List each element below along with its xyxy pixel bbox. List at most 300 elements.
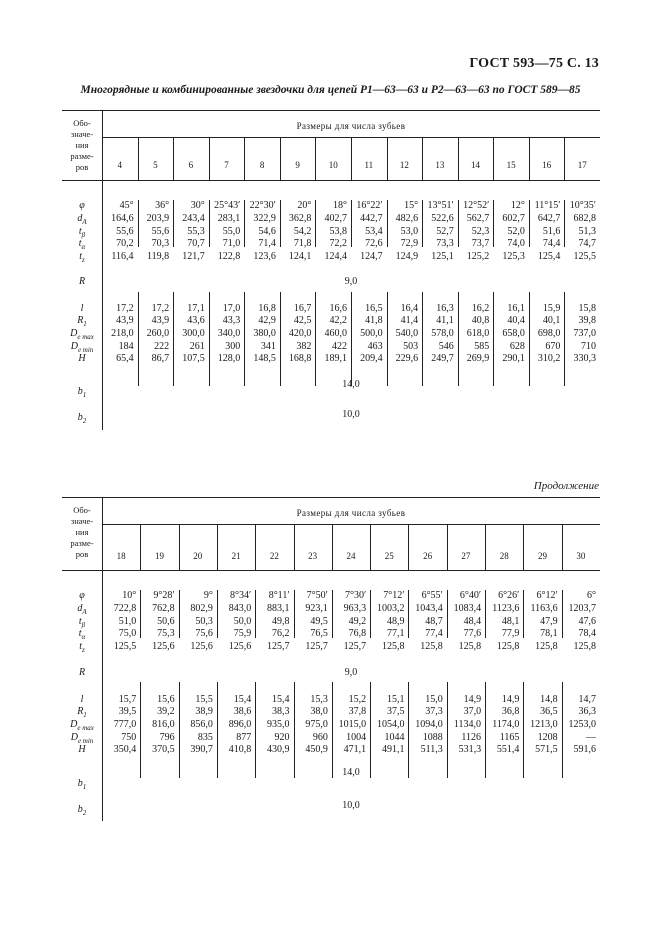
cell-Demax: 380,0 [253, 328, 276, 339]
cell-H: 591,6 [573, 744, 596, 755]
dimension-label-header-line: ния [75, 527, 89, 537]
cell-Demax: 1015,0 [338, 719, 367, 730]
dimension-label-header-line: разме- [70, 151, 94, 161]
symbol-subscript: 2 [82, 417, 87, 425]
dimension-label-header-line: разме- [70, 538, 94, 548]
cell-Demax: 500,0 [360, 328, 383, 339]
teeth-count: 28 [499, 551, 509, 561]
symbol-base: b [77, 412, 83, 423]
cell-Demax: 420,0 [288, 328, 312, 339]
cell-tz: 124,9 [395, 251, 419, 262]
cell-H: 370,5 [152, 744, 175, 755]
cell-Demax: 578,0 [431, 328, 454, 339]
cell-dA: 283,1 [217, 213, 241, 224]
cell-phi: 7°30′ [344, 590, 367, 601]
cell-Demin: 341 [260, 341, 276, 352]
cell-tb: 55,6 [116, 226, 134, 237]
cell-dA: 243,4 [182, 213, 205, 224]
symbol-subscript: 1 [82, 783, 87, 791]
rule-line [62, 570, 600, 571]
cell-ta: 70,3 [151, 238, 170, 249]
cell-Demax: 935,0 [267, 719, 290, 730]
symbol-l: l [80, 694, 84, 705]
cell-Demax: 1134,0 [453, 719, 482, 730]
dimension-label-header-line: Обо- [73, 118, 91, 128]
teeth-count: 29 [538, 551, 548, 561]
cell-H: 189,1 [324, 353, 347, 364]
rule-line [351, 137, 352, 180]
cell-dA: 1123,6 [492, 603, 520, 614]
cell-tb: 48,4 [463, 616, 482, 627]
cell-phi: 7°50′ [306, 590, 328, 601]
cell-tb: 55,6 [151, 226, 170, 237]
cell-tz: 125,2 [466, 251, 490, 262]
cell-R1: 39,2 [157, 706, 175, 717]
cell-Demin: 670 [545, 341, 561, 352]
table-title: Многорядные и комбинированные звездочки для цепей Р1—63—63 и Р2—63—63 по ГОСТ 589—85 [80, 84, 581, 96]
cell-Demax: 1054,0 [376, 719, 405, 730]
cell-R1: 42,2 [329, 315, 347, 326]
cell-R1: 43,9 [151, 315, 170, 326]
cell-H: 390,7 [190, 744, 213, 755]
cell-phi: 18° [332, 200, 347, 211]
teeth-count: 19 [154, 551, 164, 561]
symbol-subscript: α [81, 243, 86, 251]
rule-line [217, 524, 218, 570]
cell-tb: 52,7 [436, 226, 454, 237]
teeth-count: 26 [423, 551, 433, 561]
cell-ta: 77,4 [425, 628, 443, 639]
teeth-count: 27 [461, 551, 471, 561]
symbol-base: t [79, 251, 83, 262]
rule-line [138, 137, 139, 180]
cell-phi: 6°26′ [498, 590, 520, 601]
symbol-l: l [80, 303, 84, 314]
cell-R1: 41,4 [400, 315, 419, 326]
value-b2: 10,0 [342, 409, 360, 420]
cell-Demin: 184 [118, 341, 134, 352]
cell-phi: 30° [190, 200, 205, 211]
teeth-count: 8 [259, 160, 265, 170]
dimension-label-header-line: Обо- [73, 505, 91, 515]
cell-ta: 76,2 [272, 628, 290, 639]
cell-tz: 125,8 [458, 641, 482, 652]
cell-tz: 125,6 [152, 641, 175, 652]
cell-H: 229,6 [395, 353, 419, 364]
rule-line [62, 497, 600, 498]
cell-tz: 125,7 [267, 641, 290, 652]
cell-phi: 11°15′ [534, 200, 561, 211]
cell-phi: 10° [122, 590, 137, 601]
cell-Demax: 460,0 [324, 328, 347, 339]
cell-l: 15,4 [233, 694, 252, 705]
symbol-b1 [62, 386, 102, 401]
rule-line [140, 524, 141, 570]
cell-H: 410,8 [228, 744, 252, 755]
cell-tz: 125,4 [537, 251, 561, 262]
teeth-count: 4 [117, 160, 123, 170]
value-R: 9,0 [344, 667, 358, 678]
value-b1: 14,0 [342, 767, 360, 778]
cell-tb: 53,4 [365, 226, 383, 237]
sprocket-table-1 [62, 110, 600, 430]
cell-ta: 71,0 [222, 238, 241, 249]
symbol-subscript: β [81, 621, 86, 629]
cell-R1: 41,1 [436, 315, 454, 326]
cell-phi: 12°52′ [463, 200, 490, 211]
teeth-count: 7 [224, 160, 229, 170]
cell-Demin: 300 [225, 341, 241, 352]
symbol-base: t [78, 238, 82, 249]
cell-dA: 164,6 [111, 213, 134, 224]
teeth-count: 18 [116, 551, 126, 561]
symbol-base: b [77, 804, 83, 815]
cell-R1: 41,8 [365, 315, 383, 326]
cell-R1: 43,9 [116, 315, 134, 326]
cell-H: 168,8 [288, 353, 312, 364]
cell-dA: 1203,7 [568, 603, 596, 614]
dimension-label-header-line: значе- [70, 516, 94, 526]
rule-line [422, 137, 423, 180]
cell-tb: 49,8 [272, 616, 290, 627]
cell-R1: 37,0 [463, 706, 482, 717]
cell-Demax: 1094,0 [415, 719, 443, 730]
cell-Demin: 960 [312, 732, 328, 743]
symbol-phi: φ [79, 200, 85, 211]
cell-ta: 76,5 [310, 628, 328, 639]
cell-R1: 42,9 [258, 315, 276, 326]
cell-ta: 74,0 [507, 238, 525, 249]
cell-Demin: 1088 [422, 732, 443, 743]
cell-phi: 9°28′ [153, 590, 175, 601]
cell-Demax: 1213,0 [530, 719, 558, 730]
symbol-base: b [77, 778, 83, 789]
symbol-base: t [79, 641, 83, 652]
cell-l: 14,9 [501, 694, 520, 705]
cell-Demax: 618,0 [466, 328, 490, 339]
cell-dA: 203,9 [146, 213, 170, 224]
cell-Demax: 540,0 [395, 328, 419, 339]
cell-H: 571,5 [535, 744, 558, 755]
value-R: 9,0 [344, 276, 358, 287]
cell-dA: 442,7 [360, 213, 383, 224]
cell-l: 14,8 [540, 694, 558, 705]
dimension-label-header-line: ров [75, 549, 89, 559]
cell-ta: 71,4 [258, 238, 276, 249]
teeth-count-header: Размеры для числа зубьев [296, 121, 406, 131]
dimension-label-header-line: ния [75, 140, 89, 150]
symbol-base: b [77, 386, 83, 397]
cell-Demin: 877 [236, 732, 252, 743]
rule-line [244, 137, 245, 180]
cell-R1: 36,3 [578, 706, 596, 717]
teeth-count: 11 [364, 160, 374, 170]
cell-H: 531,3 [458, 744, 482, 755]
cell-l: 15,3 [310, 694, 328, 705]
cell-ta: 77,6 [463, 628, 482, 639]
symbol-subscript: e max [77, 724, 94, 732]
cell-l: 15,5 [195, 694, 213, 705]
cell-R1: 37,8 [348, 706, 367, 717]
symbol-base: t [78, 628, 82, 639]
cell-tb: 47,6 [578, 616, 596, 627]
cell-ta: 78,4 [578, 628, 596, 639]
symbol-base: R [77, 315, 84, 326]
cell-phi: 36° [155, 200, 170, 211]
cell-phi: 45° [119, 200, 134, 211]
teeth-count: 22 [269, 551, 279, 561]
cell-tz: 125,5 [113, 641, 137, 652]
cell-Demax: 218,0 [111, 328, 134, 339]
cell-phi: 6°55′ [421, 590, 443, 601]
symbol-b2 [62, 412, 102, 427]
symbol-subscript: α [81, 633, 86, 641]
cell-tz: 125,1 [431, 251, 454, 262]
symbol-subscript: 1 [83, 320, 87, 328]
cell-tz: 125,8 [573, 641, 596, 652]
cell-l: 15,7 [118, 694, 137, 705]
cell-l: 15,6 [157, 694, 175, 705]
cell-l: 16,1 [507, 303, 525, 314]
cell-R1: 40,4 [507, 315, 525, 326]
cell-dA: 362,8 [288, 213, 312, 224]
cell-R1: 38,0 [310, 706, 328, 717]
cell-l: 14,7 [578, 694, 596, 705]
cell-dA: 802,9 [190, 603, 213, 614]
dimension-label-header-line: ров [75, 162, 89, 172]
cell-Demin: 222 [154, 341, 170, 352]
rule-line [255, 524, 256, 570]
rule-line [209, 137, 210, 180]
symbol-subscript: 2 [82, 809, 87, 817]
cell-H: 330,3 [573, 353, 596, 364]
cell-Demax: 975,0 [305, 719, 328, 730]
cell-phi: 22°30′ [249, 200, 276, 211]
sprocket-table-2 [62, 497, 600, 821]
rule-line [447, 524, 448, 570]
cell-tz: 123,6 [253, 251, 276, 262]
cell-R1: 43,3 [222, 315, 241, 326]
cell-l: 15,9 [542, 303, 561, 314]
cell-R1: 38,9 [195, 706, 213, 717]
cell-Demax: 300,0 [182, 328, 205, 339]
cell-ta: 72,9 [400, 238, 419, 249]
rule-line [102, 524, 600, 525]
symbol-tz [62, 251, 102, 266]
cell-ta: 72,2 [329, 238, 347, 249]
cell-l: 17,1 [187, 303, 205, 314]
teeth-count: 25 [384, 551, 394, 561]
cell-Demin: 503 [403, 341, 419, 352]
teeth-count: 9 [295, 160, 300, 170]
teeth-count: 5 [153, 160, 158, 170]
cell-tz: 125,8 [535, 641, 558, 652]
cell-ta: 70,7 [187, 238, 205, 249]
cell-tb: 55,0 [222, 226, 241, 237]
cell-ta: 76,8 [348, 628, 367, 639]
cell-dA: 1043,4 [415, 603, 443, 614]
cell-dA: 843,0 [228, 603, 252, 614]
symbol-base: t [78, 226, 82, 237]
cell-Demin: 261 [189, 341, 205, 352]
cell-Demin: 1044 [384, 732, 405, 743]
teeth-count: 13 [435, 160, 445, 170]
cell-phi: 15° [404, 200, 419, 211]
teeth-count: 15 [506, 160, 516, 170]
cell-dA: 963,3 [343, 603, 367, 614]
cell-phi: 16°22′ [356, 200, 383, 211]
teeth-count: 17 [577, 160, 587, 170]
cell-Demin: 920 [274, 732, 290, 743]
cell-dA: 1083,4 [453, 603, 482, 614]
cell-Demax: 698,0 [537, 328, 561, 339]
cell-ta: 73,7 [471, 238, 490, 249]
cell-l: 17,0 [222, 303, 241, 314]
cell-tb: 48,1 [501, 616, 520, 627]
teeth-count: 21 [231, 551, 241, 561]
cell-Demin: 546 [438, 341, 454, 352]
cell-R1: 43,6 [187, 315, 205, 326]
cell-ta: 77,1 [386, 628, 405, 639]
cell-tb: 50,0 [233, 616, 252, 627]
cell-R1: 36,8 [501, 706, 520, 717]
cell-tz: 122,8 [217, 251, 241, 262]
cell-l: 15,4 [272, 694, 290, 705]
cell-tz: 116,4 [111, 251, 134, 262]
cell-tz: 119,8 [146, 251, 170, 262]
rule-line [370, 524, 371, 570]
teeth-count: 30 [576, 551, 586, 561]
cell-dA: 562,7 [466, 213, 490, 224]
cell-H: 450,9 [305, 744, 328, 755]
cell-H: 491,1 [381, 744, 405, 755]
cell-tb: 51,0 [118, 616, 137, 627]
rule-line [523, 524, 524, 570]
cell-R1: 39,5 [118, 706, 137, 717]
rule-line [332, 524, 333, 570]
cell-R1: 38,6 [233, 706, 252, 717]
symbol-base: R [77, 706, 84, 717]
cell-l: 16,2 [471, 303, 490, 314]
cell-l: 16,5 [365, 303, 383, 314]
cell-tz: 121,7 [182, 251, 205, 262]
rule-line [387, 137, 388, 180]
cell-ta: 74,7 [578, 238, 596, 249]
symbol-subscript: A [82, 608, 87, 616]
cell-tb: 51,6 [542, 226, 561, 237]
value-b2: 10,0 [342, 800, 360, 811]
cell-Demin: 1004 [346, 732, 367, 743]
cell-phi: 6°40′ [459, 590, 482, 601]
cell-Demax: 896,0 [228, 719, 252, 730]
cell-H: 65,4 [116, 353, 134, 364]
page-header: ГОСТ 593—75 С. 13 [469, 56, 599, 71]
cell-tz: 125,7 [305, 641, 328, 652]
cell-dA: 722,8 [113, 603, 137, 614]
cell-H: 350,4 [113, 744, 137, 755]
rule-line [408, 524, 409, 570]
cell-phi: 25°43′ [214, 200, 241, 211]
cell-ta: 75,9 [233, 628, 252, 639]
rule-line [294, 524, 295, 570]
cell-ta: 75,0 [118, 628, 137, 639]
cell-ta: 70,2 [116, 238, 134, 249]
rule-line [564, 137, 565, 180]
cell-tz: 125,6 [190, 641, 213, 652]
cell-dA: 923,1 [305, 603, 328, 614]
teeth-count-header: Размеры для числа зубьев [296, 508, 406, 518]
symbol-base: d [77, 213, 83, 224]
cell-phi: 10°35′ [569, 200, 596, 211]
cell-R1: 37,5 [386, 706, 405, 717]
cell-ta: 75,6 [195, 628, 213, 639]
dimension-label-header [62, 505, 102, 560]
cell-Demin: 422 [331, 341, 347, 352]
cell-H: 148,5 [253, 353, 276, 364]
cell-Demax: 737,0 [573, 328, 596, 339]
cell-R1: 40,8 [471, 315, 490, 326]
cell-dA: 522,6 [431, 213, 454, 224]
cell-H: 107,5 [182, 353, 205, 364]
rule-line [529, 137, 530, 180]
cell-H: 269,9 [466, 353, 490, 364]
cell-tb: 51,3 [578, 226, 596, 237]
symbol-H: H [78, 744, 86, 755]
cell-tb: 53,8 [329, 226, 347, 237]
cell-Demax: 856,0 [190, 719, 213, 730]
cell-l: 16,6 [329, 303, 347, 314]
symbol-tz [62, 641, 102, 656]
cell-ta: 77,9 [501, 628, 520, 639]
cell-tz: 125,5 [573, 251, 596, 262]
cell-Demin: 1208 [537, 732, 558, 743]
symbol-subscript: e min [77, 737, 94, 745]
symbol-base: t [78, 616, 82, 627]
cell-tz: 125,3 [502, 251, 525, 262]
rule-line [179, 524, 180, 570]
rule-line [315, 137, 316, 180]
cell-tz: 124,1 [288, 251, 312, 262]
rule-line [493, 137, 494, 180]
cell-Demin: 628 [509, 341, 525, 352]
cell-phi: 12° [510, 200, 525, 211]
symbol-base: d [77, 603, 83, 614]
continued-label: Продолжение [533, 480, 599, 492]
teeth-count: 24 [346, 551, 356, 561]
rule-line [62, 180, 600, 181]
symbol-subscript: e max [77, 333, 94, 341]
cell-Demax: 1174,0 [492, 719, 520, 730]
cell-phi: 6°12′ [536, 590, 558, 601]
cell-H: 86,7 [151, 353, 170, 364]
cell-phi: 9° [203, 590, 213, 601]
rule-line [458, 137, 459, 180]
cell-dA: 1003,2 [376, 603, 405, 614]
cell-H: 249,7 [431, 353, 454, 364]
cell-tb: 55,3 [187, 226, 205, 237]
cell-Demin: 750 [121, 732, 137, 743]
cell-phi: 7°12′ [383, 590, 405, 601]
cell-l: 15,0 [425, 694, 443, 705]
symbol-base: D [70, 341, 78, 352]
symbol-subscript: e min [77, 346, 94, 354]
teeth-count: 10 [328, 160, 338, 170]
rule-line [485, 524, 486, 570]
symbol-R: R [78, 667, 86, 678]
cell-tb: 53,0 [400, 226, 419, 237]
cell-l: 17,2 [116, 303, 134, 314]
symbol-H: H [78, 353, 86, 364]
